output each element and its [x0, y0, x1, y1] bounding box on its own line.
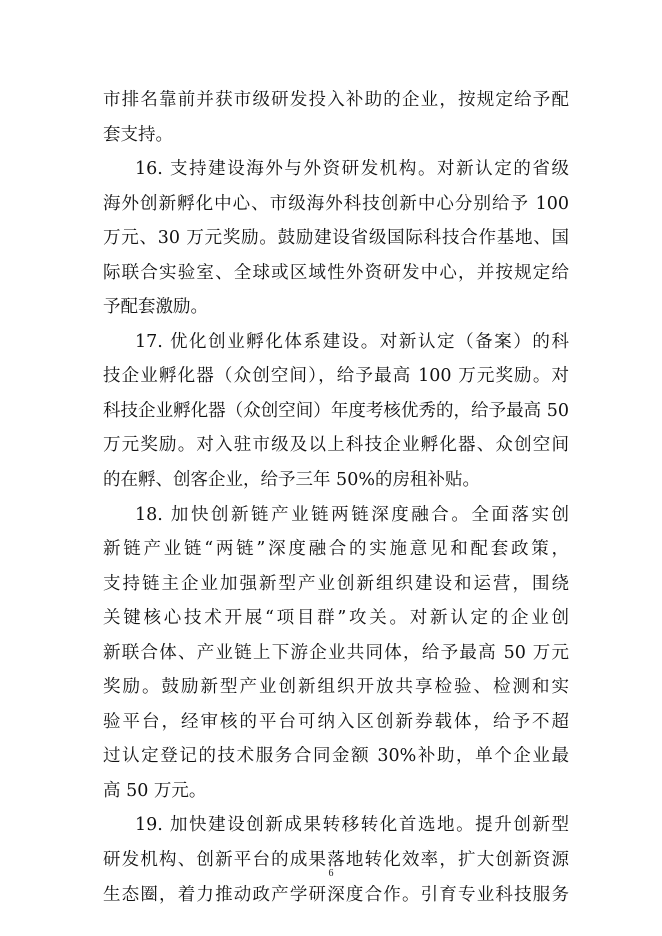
text-line: 生态圈，着力推动政产学研深度合作。引育专业科技服务 [103, 884, 569, 905]
text-line: 技企业孵化器（众创空间），给予最高 100 万元奖励。对 [103, 366, 569, 387]
text-line: 关键核心技术开展“项目群”攻关。对新认定的企业创 [103, 608, 569, 629]
page-number: 6 [328, 868, 334, 879]
text-line: 18. 加快创新链产业链两链深度融合。全面落实创 [135, 504, 569, 525]
paragraph-19 [103, 808, 569, 912]
text-line: 过认定登记的技术服务合同金额 30%补助，单个企业最 [103, 746, 569, 767]
document-body [103, 83, 569, 912]
text-line: 研发机构、创新平台的成果落地转化效率，扩大创新资源 [103, 850, 569, 871]
text-line: 际联合实验室、全球或区域性外资研发中心，并按规定给 [103, 262, 569, 283]
text-line: 奖励。鼓励新型产业创新组织开放共享检验、检测和实 [103, 677, 569, 698]
text-line: 新联合体、产业链上下游企业共同体，给予最高 50 万元 [103, 642, 569, 663]
text-line: 套支持。 [103, 124, 173, 145]
text-line: 万元奖励。对入驻市级及以上科技企业孵化器、众创空间 [103, 435, 569, 456]
paragraph-continued [103, 83, 569, 152]
text-line: 验平台，经审核的平台可纳入区创新券载体，给予不超 [103, 711, 569, 732]
text-line: 支持链主企业加强新型产业创新组织建设和运营，围绕 [103, 573, 569, 594]
text-line: 科技企业孵化器（众创空间）年度考核优秀的，给予最高 50 [103, 400, 569, 421]
text-line: 海外创新孵化中心、市级海外科技创新中心分别给予 100 [103, 193, 569, 214]
text-line: 新链产业链“两链”深度融合的实施意见和配套政策， [103, 539, 569, 560]
paragraph-16 [103, 152, 569, 325]
text-line: 17. 优化创业孵化体系建设。对新认定（备案）的科 [135, 331, 569, 352]
text-line: 市排名靠前并获市级研发投入补助的企业，按规定给予配 [103, 90, 569, 110]
text-line: 万元、30 万元奖励。鼓励建设省级国际科技合作基地、国 [103, 228, 569, 249]
text-line: 予配套激励。 [103, 297, 208, 318]
text-line: 的在孵、创客企业，给予三年 50%的房租补贴。 [103, 470, 480, 491]
paragraph-17 [103, 325, 569, 498]
text-line: 19. 加快建设创新成果转移转化首选地。提升创新型 [135, 815, 569, 836]
text-line: 高 50 万元。 [103, 780, 207, 801]
text-line: 16. 支持建设海外与外资研发机构。对新认定的省级 [135, 159, 569, 180]
paragraph-18 [103, 498, 569, 809]
